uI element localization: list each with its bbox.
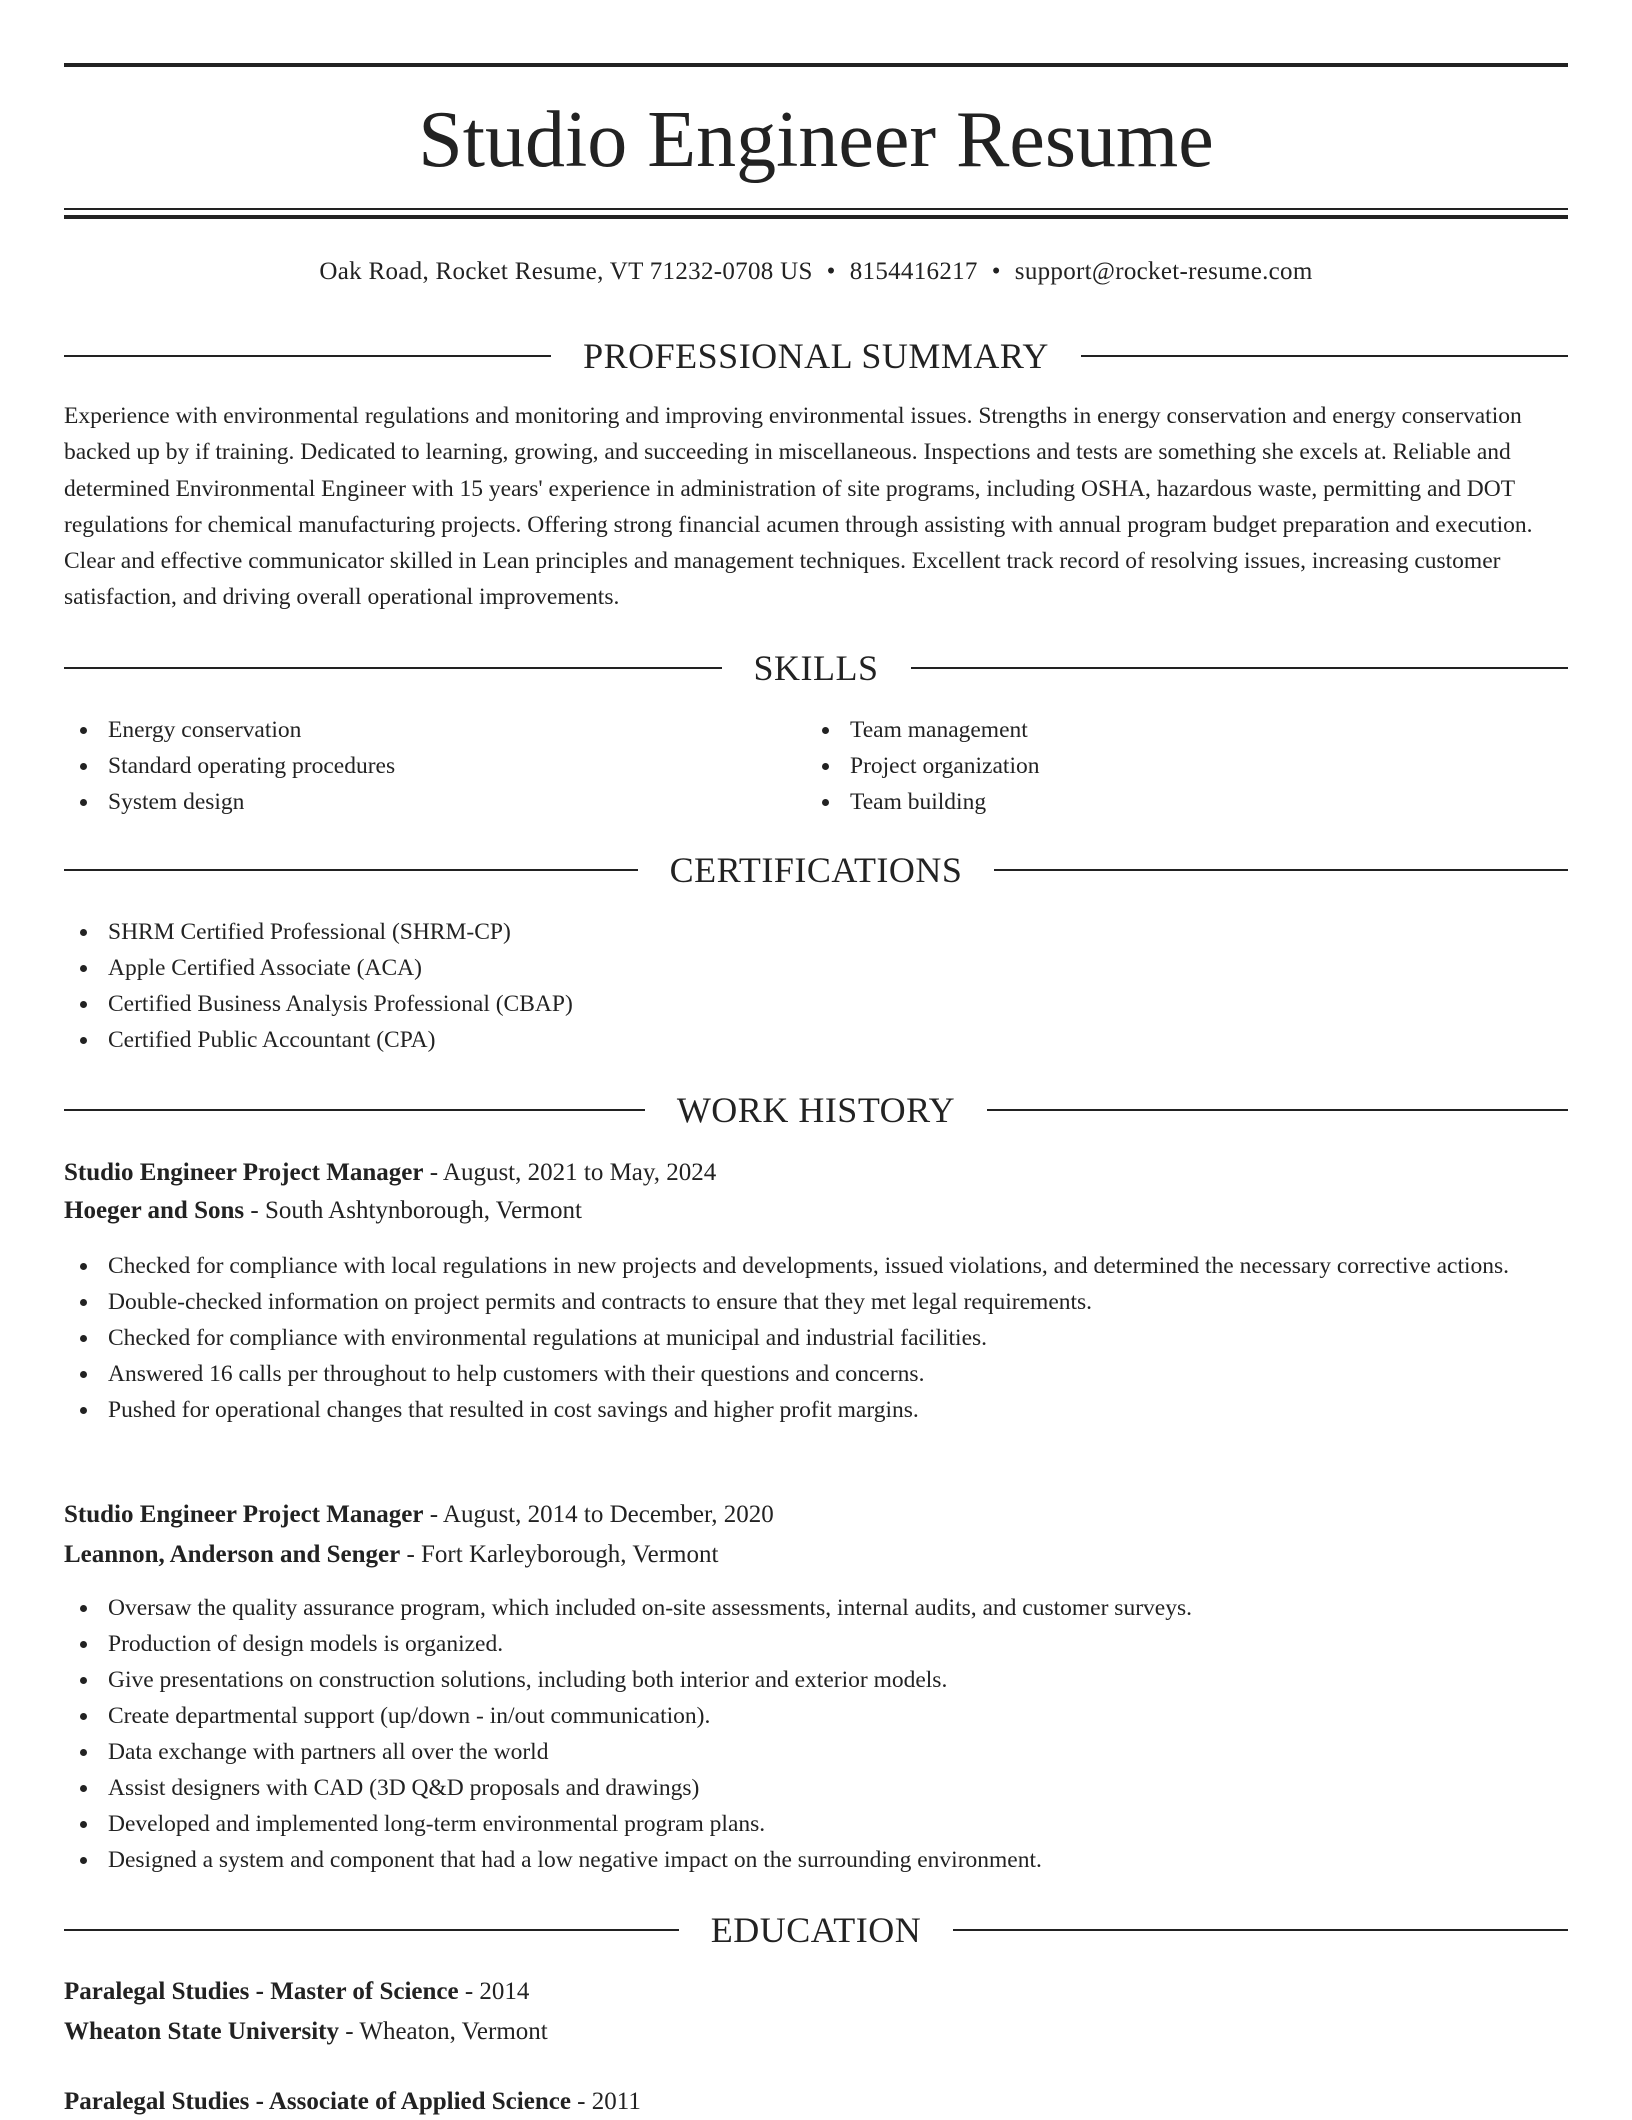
job-title: Studio Engineer Project Manager <box>64 1159 424 1186</box>
heading-rule-right <box>994 869 1568 871</box>
job-location: - South Ashtynborough, Vermont <box>244 1197 582 1224</box>
heading-rule-right <box>911 667 1569 669</box>
certifications-heading-text: CERTIFICATIONS <box>669 850 963 890</box>
job-bullet: Give presentations on construction solutions, including both interior and exterior models. <box>64 1662 1568 1698</box>
job-bullet: Developed and implemented long-term environmental program plans. <box>64 1806 1568 1842</box>
heading-rule-left <box>64 869 638 871</box>
summary-heading-text: PROFESSIONAL SUMMARY <box>583 336 1049 376</box>
skills-heading-text: SKILLS <box>753 648 879 688</box>
top-rule <box>64 63 1568 67</box>
contact-phone: 8154416217 <box>849 258 978 285</box>
heading-rule-left <box>64 355 551 357</box>
job-bullet: Double-checked information on project permits and contracts to ensure that they met legal requirements. <box>64 1284 1568 1320</box>
heading-rule-right <box>1081 355 1568 357</box>
heading-rule-right <box>987 1109 1568 1111</box>
education-degree-line <box>64 1974 1568 2010</box>
summary-heading <box>64 333 1568 379</box>
skill-item: Energy conservation <box>64 712 804 748</box>
certifications-list <box>64 914 1568 1058</box>
skills-heading <box>64 645 1568 691</box>
certification-item: Certified Public Accountant (CPA) <box>64 1022 1568 1058</box>
job-bullets <box>64 1248 1568 1428</box>
skills-list-right <box>806 712 1546 820</box>
job-dates: - August, 2021 to May, 2024 <box>423 1159 717 1186</box>
title-rule-thin <box>64 208 1568 210</box>
skill-item: Team building <box>806 784 1546 820</box>
education-heading <box>64 1907 1568 1953</box>
job-bullet: Answered 16 calls per throughout to help customers with their questions and concerns. <box>64 1356 1568 1392</box>
certification-item: SHRM Certified Professional (SHRM-CP) <box>64 914 1568 950</box>
heading-rule-left <box>64 667 722 669</box>
job-company: Leannon, Anderson and Senger <box>64 1541 401 1568</box>
skill-item: System design <box>64 784 804 820</box>
education-degree-line <box>64 2084 1568 2120</box>
job-title-line <box>64 1497 1568 1533</box>
job-bullet: Data exchange with partners all over the world <box>64 1734 1568 1770</box>
certification-item: Certified Business Analysis Professional (CBAP) <box>64 986 1568 1022</box>
education-degree: Paralegal Studies - Associate of Applied Science <box>64 2088 571 2115</box>
education-school-line <box>64 2014 1568 2050</box>
education-school: Wheaton State University <box>64 2018 339 2045</box>
job-bullet: Production of design models is organized. <box>64 1626 1568 1662</box>
skills-list-left <box>64 712 804 820</box>
certifications-heading <box>64 847 1568 893</box>
certification-item: Apple Certified Associate (ACA) <box>64 950 1568 986</box>
summary-text: Experience with environmental regulations and monitoring and improving environmental issues. Strengths in energy conservation and energy conservation backed up by if training. Dedicated to learning, growing, and succeeding in miscellaneous. Inspections and tests are something she excels at. Reliable and determined Environmental Engineer with 15 years' experience in administration of site programs, including OSHA, hazardous waste, permitting and DOT regulations for chemical manufacturing projects. Offering strong financial acumen through assisting with annual program budget preparation and execution. Clear and effective communicator skilled in Lean principles and management techniques. Excellent track record of resolving issues, increasing customer satisfaction, and driving overall operational improvements. <box>64 403 1533 611</box>
contact-line <box>64 254 1568 290</box>
contact-separator: • <box>991 258 1001 285</box>
job-bullet: Create departmental support (up/down - in/out communication). <box>64 1698 1568 1734</box>
education-year: - 2014 <box>458 1978 530 2005</box>
contact-separator: • <box>826 258 836 285</box>
education-location: - Wheaton, Vermont <box>338 2018 548 2045</box>
heading-rule-right <box>953 1929 1568 1931</box>
job-dates: - August, 2014 to December, 2020 <box>423 1501 774 1528</box>
job-bullet: Checked for compliance with local regulations in new projects and developments, issued violations, and determined the necessary corrective actions. <box>64 1248 1568 1284</box>
heading-rule-left <box>64 1929 679 1931</box>
skill-item: Standard operating procedures <box>64 748 804 784</box>
education-degree: Paralegal Studies - Master of Science <box>64 1978 459 2005</box>
job-location: - Fort Karleyborough, Vermont <box>400 1541 719 1568</box>
contact-address: Oak Road, Rocket Resume, VT 71232-0708 US <box>319 258 813 285</box>
job-bullet: Checked for compliance with environmental regulations at municipal and industrial facilities. <box>64 1320 1568 1356</box>
job-bullet: Pushed for operational changes that resulted in cost savings and higher profit margins. <box>64 1392 1568 1428</box>
resume-title: Studio Engineer Resume <box>418 96 1214 184</box>
work-history-heading-text: WORK HISTORY <box>676 1090 956 1130</box>
job-company-line <box>64 1537 1568 1573</box>
education-heading-text: EDUCATION <box>710 1910 922 1950</box>
job-bullet: Designed a system and component that had a low negative impact on the surrounding environment. <box>64 1842 1568 1878</box>
job-bullet: Assist designers with CAD (3D Q&D proposals and drawings) <box>64 1770 1568 1806</box>
heading-rule-left <box>64 1109 645 1111</box>
job-bullets <box>64 1590 1568 1878</box>
skill-item: Project organization <box>806 748 1546 784</box>
job-title-line <box>64 1155 1568 1191</box>
skill-item: Team management <box>806 712 1546 748</box>
job-company-line <box>64 1193 1568 1229</box>
job-company: Hoeger and Sons <box>64 1197 245 1224</box>
education-year: - 2011 <box>570 2088 641 2115</box>
job-bullet: Oversaw the quality assurance program, which included on-site assessments, internal audits, and customer surveys. <box>64 1590 1568 1626</box>
work-history-heading <box>64 1087 1568 1133</box>
job-title: Studio Engineer Project Manager <box>64 1501 424 1528</box>
contact-email: support@rocket-resume.com <box>1014 258 1313 285</box>
title-rule-thick <box>64 215 1568 219</box>
